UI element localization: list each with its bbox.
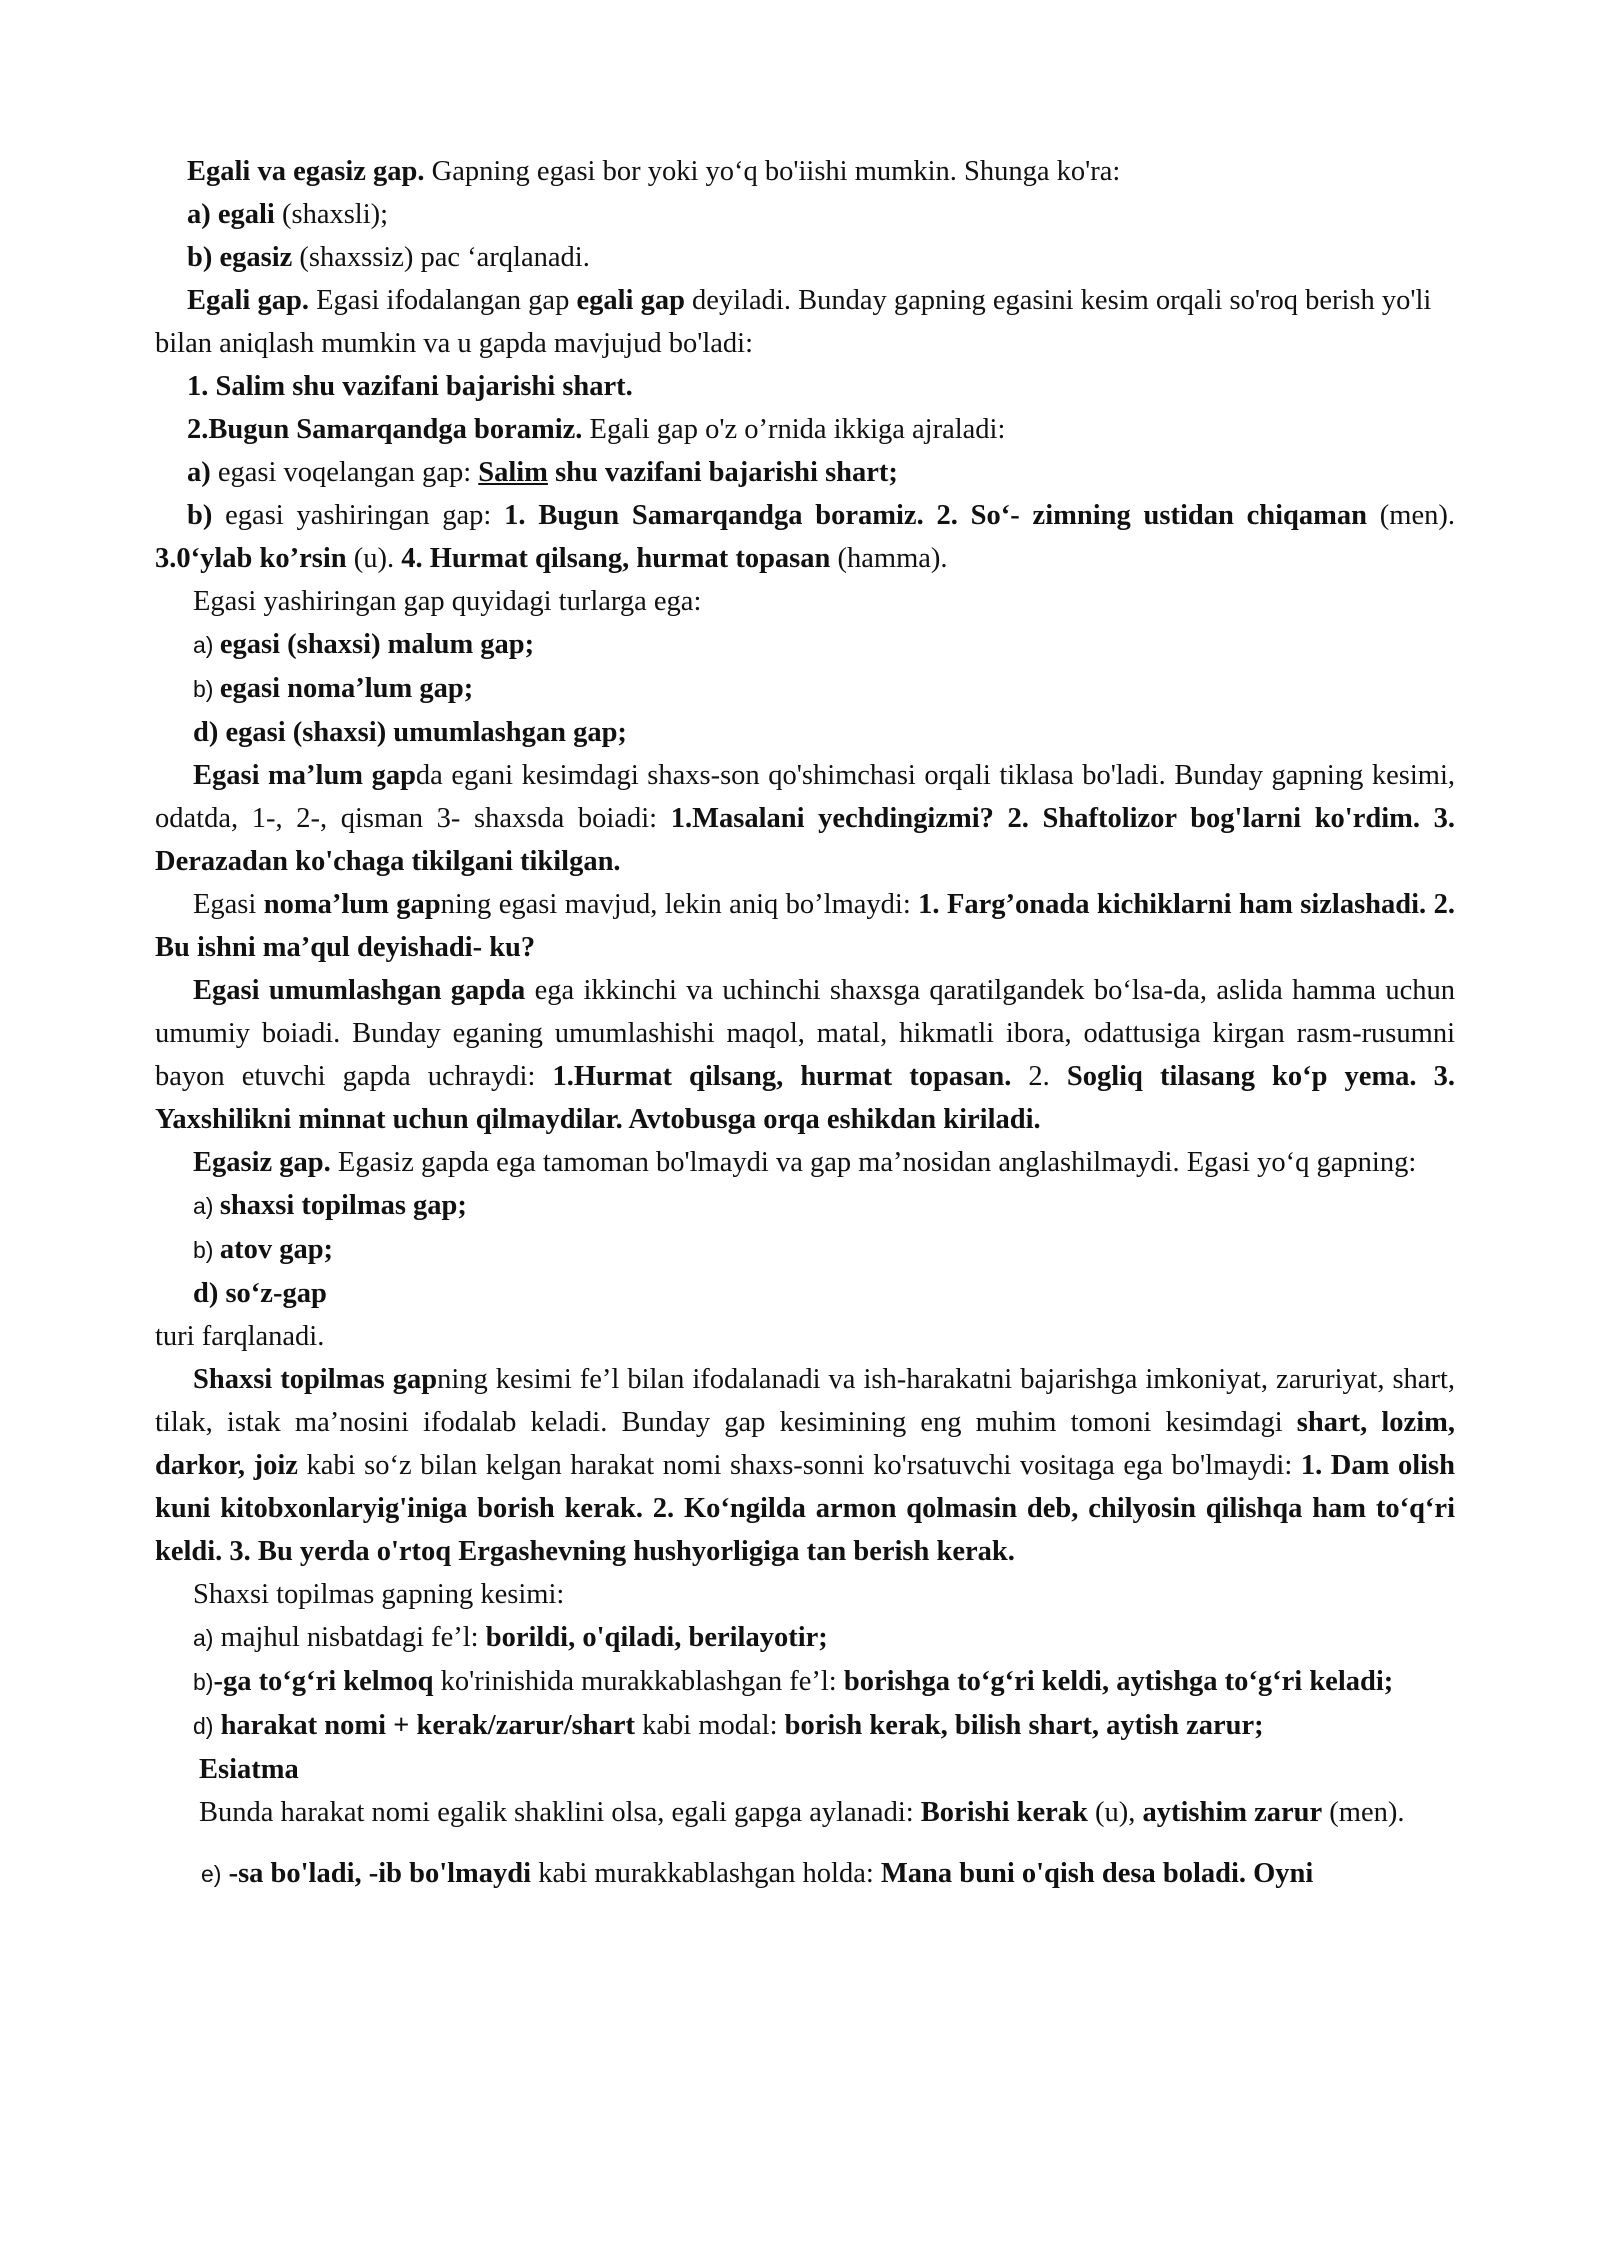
text-run: Egasi ifodalangan gap	[308, 285, 577, 316]
bold-text: 4. Hurmat qilsang, hurmat topasan	[401, 543, 831, 574]
bold-text: aytishim zarur	[1142, 1797, 1323, 1828]
bold-text: 1. Salim shu vazifani bajarishi shart.	[187, 371, 633, 402]
bold-text: borish kerak, bilish shart, aytish zarur;	[784, 1710, 1264, 1741]
text-run: ko'rinishida murakkablashgan fe’l:	[433, 1666, 844, 1697]
list-marker: e)	[201, 1861, 222, 1887]
bold-text: -sa bo'ladi, -ib bo'lmaydi	[228, 1858, 532, 1889]
bold-text: shaxsi topilmas gap;	[219, 1190, 467, 1221]
bold-text: Borishi kerak	[920, 1797, 1088, 1828]
paragraph	[155, 1228, 1455, 1272]
text-run: kabi murakkablashgan holda:	[531, 1858, 881, 1889]
text-run: (shaxssiz) pac ‘arqlanadi.	[292, 242, 590, 273]
bold-text: Egasi ma’lum gap	[193, 760, 416, 791]
paragraph	[155, 667, 1455, 711]
text-run: Egasi yashiringan gap quyidagi turlarga ega:	[193, 586, 702, 617]
bold-text: Esiatma	[199, 1754, 299, 1785]
bold-text: 1. Dam olish kuni kitobxonlaryig'iniga borish kerak. 2. Ko‘ngilda armon qolmasin deb, chilyosin qilishqa ham to‘q‘ri keldi. 3. Bu yerda o'rtoq Ergashevning hushyorligiga tan berish kerak.	[155, 1450, 1455, 1567]
paragraph	[155, 1660, 1455, 1704]
bold-text: b) egasiz	[187, 242, 293, 273]
text-run: kabi so‘z bilan kelgan harakat nomi shaxs-sonni ko'rsatuvchi vositaga ega bo'lmaydi:	[297, 1450, 1301, 1481]
paragraph	[155, 1315, 1455, 1358]
list-marker: b)	[193, 1669, 214, 1695]
text-run: ning egasi mavjud, lekin aniq bo’lmaydi:	[440, 889, 919, 920]
bold-text: egasi noma’lum gap;	[219, 673, 474, 704]
paragraph	[155, 150, 1455, 193]
text-run: deyiladi. Bunday gapning egasini kesim orqali so'roq berish yo'li bilan aniqlash mumkin va u gapda mavjujud bo'ladi:	[155, 285, 1432, 359]
text-run: egasi yashiringan gap:	[212, 500, 505, 531]
bold-text: d) egasi (shaxsi) umumlashgan gap;	[193, 717, 627, 748]
bold-text: Egali va egasiz gap.	[187, 156, 425, 187]
bold-text: borildi, o'qiladi, berilayotir;	[485, 1622, 828, 1653]
paragraph	[155, 279, 1455, 365]
paragraph	[155, 1616, 1455, 1660]
paragraph	[155, 1573, 1455, 1616]
bold-text: Egasiz gap.	[193, 1147, 331, 1178]
text-run: 2.	[1011, 1061, 1067, 1092]
text-run: Egali gap o'z o’rnida ikkiga ajraladi:	[582, 414, 1006, 445]
bold-text: d) so‘z-gap	[193, 1278, 327, 1309]
text-run: Bunda harakat nomi egalik shaklini olsa, egali gapga aylanadi:	[199, 1797, 921, 1828]
document-page	[155, 150, 1455, 1896]
bold-text: a)	[187, 457, 211, 488]
paragraph	[155, 1791, 1455, 1834]
text-run: majhul nisbatdagi fe’l:	[213, 1622, 486, 1653]
bold-text: Mana buni o'qish desa boladi. Oyni	[880, 1858, 1314, 1889]
bold-text: Egasi umumlashgan gapda	[193, 975, 526, 1006]
paragraph	[155, 365, 1455, 408]
paragraph	[155, 580, 1455, 623]
bold-text: Sogliq tilasang ko‘p yema. 3. Yaxshilikni minnat uchun qilmaydilar. Avtobusga orqa eshikdan kiriladi.	[155, 1061, 1455, 1135]
paragraph	[155, 1272, 1455, 1315]
text-run: kabi modal:	[635, 1710, 785, 1741]
bold-text: Shaxsi topilmas gap	[193, 1364, 438, 1395]
text-run: Egasi	[193, 889, 264, 920]
paragraph	[155, 1184, 1455, 1228]
bold-text: 1. Farg’onada kichiklarni ham sizlashadi. 2. Bu ishni ma’qul deyishadi- ku?	[155, 889, 1455, 963]
text-run: (shaxsli);	[274, 199, 389, 230]
paragraph	[155, 451, 1455, 494]
paragraph	[155, 494, 1455, 580]
paragraph	[155, 193, 1455, 236]
text-run: egasi voqelangan gap:	[210, 457, 479, 488]
bold-text: 2.Bugun Samarqandga boramiz.	[187, 414, 583, 445]
bold-text: 1. Bugun Samarqandga boramiz. 2. So‘- zimning ustidan chiqaman	[504, 500, 1367, 531]
bold-text: 1.Hurmat qilsang, hurmat topasan.	[552, 1061, 1012, 1092]
bold-text: b)	[187, 500, 213, 531]
text-run: (men).	[1367, 500, 1455, 531]
paragraph	[155, 1852, 1455, 1896]
text-run: turi farqlanadi.	[155, 1321, 325, 1352]
bold-text: atov gap;	[219, 1234, 334, 1265]
bold-text: 1.Masalani yechdingizmi? 2. Shaftolizor bog'larni ko'rdim. 3. Derazadan ko'chaga tikilgani tikilgan.	[155, 803, 1455, 877]
text-run: (u),	[1087, 1797, 1143, 1828]
text-run: Shaxsi topilmas gapning kesimi:	[193, 1579, 565, 1610]
bold-text: egali gap	[576, 285, 685, 316]
paragraph	[155, 1141, 1455, 1184]
text-run: da egani kesimdagi shaxs-son qo'shimchasi orqali tiklasa bo'ladi. Bunday gapning kesimi, odatda, 1-, 2-, qisman 3- shaxsda boiadi:	[155, 760, 1455, 834]
bold-text: shart, lozim, darkor, joiz	[155, 1407, 1455, 1481]
bold-text: Egali gap.	[187, 285, 309, 316]
bold-text: 3.0‘ylab ko’rsin	[155, 543, 347, 574]
bold-text: -ga to‘g‘ri kelmoq	[213, 1666, 434, 1697]
text-run: Egasiz gapda ega tamoman bo'lmaydi va gap ma’nosidan anglashilmaydi. Egasi yo‘q gapning:	[330, 1147, 1417, 1178]
paragraph	[155, 236, 1455, 279]
bold-text: noma’lum gap	[263, 889, 441, 920]
list-marker: a)	[193, 632, 220, 658]
paragraph	[155, 623, 1455, 667]
bold-text: borishga to‘g‘ri keldi, aytishga to‘g‘ri keladi;	[843, 1666, 1394, 1697]
bold-text: a) egali	[187, 199, 275, 230]
paragraph	[155, 969, 1455, 1141]
bold-text: harakat nomi + kerak/zarur/shart	[220, 1710, 636, 1741]
paragraph	[155, 711, 1455, 754]
text-run: ning kesimi fe’l bilan ifodalanadi va ish-harakatni bajarishga imkoniyat, zaruriyat, shart, tilak, istak ma’nosini ifodalab keladi. Bunday gap kesimining eng muhim tomoni kesimdagi	[155, 1364, 1455, 1438]
bold-text: egasi (shaxsi) malum gap;	[219, 629, 535, 660]
bold-text: shu vazifani bajarishi shart;	[547, 457, 898, 488]
underlined-text	[478, 457, 548, 488]
list-marker: b)	[193, 1237, 220, 1263]
text-run: (u).	[346, 543, 402, 574]
bold-text: Salim	[478, 457, 548, 488]
paragraph	[155, 1748, 1455, 1791]
text-run	[221, 1858, 228, 1889]
list-marker: b)	[193, 676, 220, 702]
list-marker: a)	[193, 1193, 220, 1219]
text-run: Gapning egasi bor yoki yo‘q bo'iishi mumkin. Shunga ko'ra:	[424, 156, 1121, 187]
text-run: (men).	[1322, 1797, 1405, 1828]
paragraph	[155, 754, 1455, 883]
paragraph	[155, 408, 1455, 451]
paragraph	[155, 883, 1455, 969]
paragraph	[155, 1358, 1455, 1573]
text-run	[213, 1710, 220, 1741]
text-run: ega ikkinchi va uchinchi shaxsga qaratilgandek bo‘lsa-da, aslida hamma uchun umumiy boiadi. Bunday eganing umumlashishi maqol, matal, hikmatli ibora, odattusiga kirgan rasm-rusumni bayon etuvchi gapda uchraydi:	[155, 975, 1455, 1092]
list-marker: a)	[193, 1625, 214, 1651]
paragraph	[155, 1704, 1455, 1748]
text-run: (hamma).	[830, 543, 948, 574]
list-marker: d)	[193, 1713, 214, 1739]
